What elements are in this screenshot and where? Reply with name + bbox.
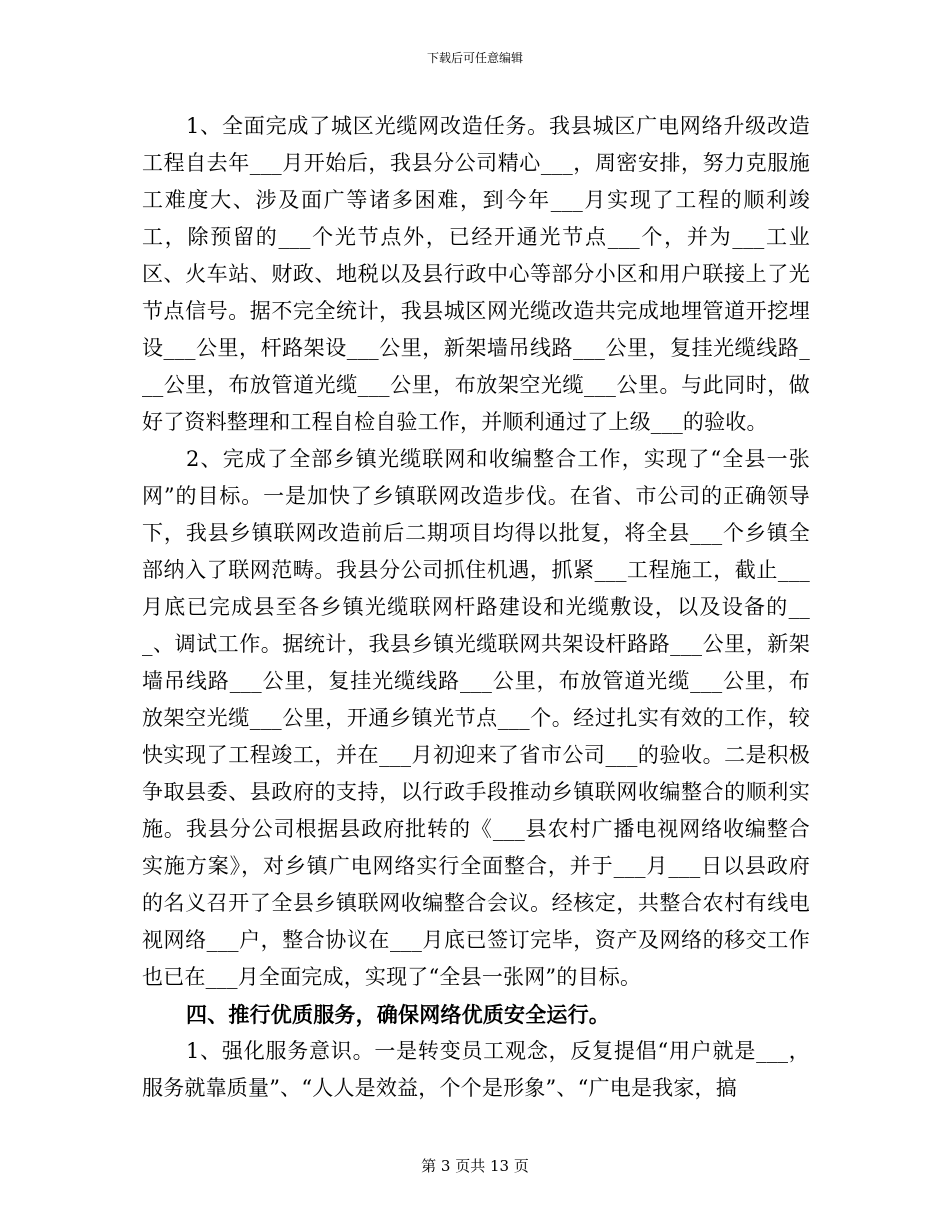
paragraph-3: 1、强化服务意识。一是转变员工观念，反复提倡“用户就是___，服务就靠质量”、“人人是效益，个个是形象”、“广电是我家，搞: [142, 1039, 810, 1100]
page-footer: 第 3 页共 13 页: [421, 1157, 529, 1175]
page-header: 下载后可任意编辑: [426, 51, 523, 65]
document-body: [142, 108, 810, 1107]
section-heading: 四、推行优质服务，确保网络优质安全运行。: [186, 1002, 610, 1027]
paragraph-2: 2、完成了全部乡镇光缆联网和收编整合工作，实现了“全县一张网”的目标。一是加快了乡镇联网改造步伐。在省、市公司的正确领导下，我县乡镇联网改造前后二期项目均得以批复，将全县___个乡镇全部纳入了联网范畴。我县分公司抓住机遇，抓紧___工程施工，截止___月底已完成县至各乡镇光缆联网杆路建设和光缆敷设，以及设备的___、调试工作。据统计，我县乡镇光缆联网共架设杆路路___公里，新架墙吊线路___公里，复挂光缆线路___公里，布放管道光缆___公里，布放架空光缆___公里，开通乡镇光节点___个。经过扎实有效的工作，较快实现了工程竣工，并在___月初迎来了省市公司___的验收。二是积极争取县委、县政府的支持，以行政手段推动乡镇联网收编整合的顺利实施。我县分公司根据县政府批转的《___县农村广播电视网络收编整合实施方案》，对乡镇广电网络实行全面整合，并于___月___日以县政府的名义召开了全县乡镇联网收编整合会议。经核定，共整合农村有线电视网络___户，整合协议在___月底已签订完毕，资产及网络的移交工作也已在___月全面完成，实现了“全县一张网”的目标。: [142, 447, 810, 989]
paragraph-1: 1、全面完成了城区光缆网改造任务。我县城区广电网络升级改造工程自去年___月开始后，我县分公司精心___，周密安排，努力克服施工难度大、涉及面广等诸多困难，到今年___月实现了工程的顺利竣工，除预留的___个光节点外，已经开通光节点___个，并为___工业区、火车站、财政、地税以及县行政中心等部分小区和用户联接上了光节点信号。据不完全统计，我县城区网光缆改造共完成地埋管道开挖埋设___公里，杆路架设___公里，新架墙吊线路___公里，复挂光缆线路___公里，布放管道光缆___公里，布放架空光缆___公里。与此同时，做好了资料整理和工程自检自验工作，并顺利通过了上级___的验收。: [142, 114, 810, 434]
